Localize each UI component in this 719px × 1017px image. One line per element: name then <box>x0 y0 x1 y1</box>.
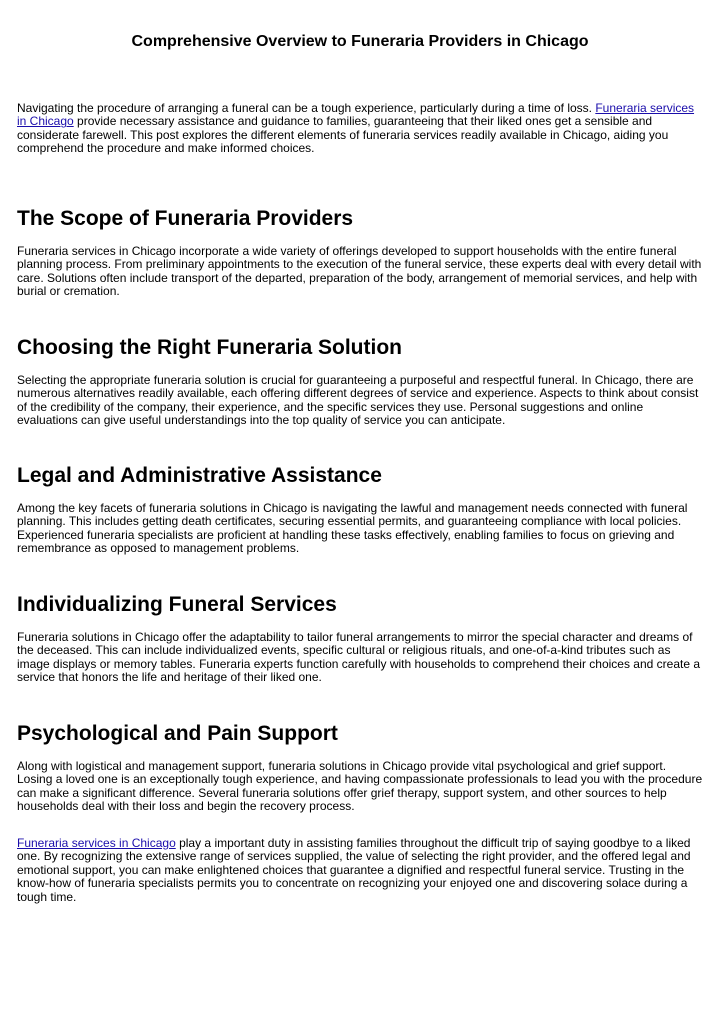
section-body-individualizing: Funeraria solutions in Chicago offer the adaptability to tailor funeral arrangements to mirror the special character and dreams of the deceased. This can include individualized events, specific cultural or religious rituals, and one-of-a-kind tributes such as image displays or memory tables. Funeraria experts function carefully with households to comprehend their choices and create a service that honors the life and heritage of their liked one. <box>17 630 701 685</box>
intro-text-start: Navigating the procedure of arranging a funeral can be a tough experience, particularly during a time of loss. <box>17 101 596 115</box>
section-body-choosing: Selecting the appropriate funeraria solution is crucial for guaranteeing a purposeful and respectful funeral. In Chicago, there are numerous alternatives readily available, each offering different degrees of service and experience. Aspects to think about consist of the credibility of the company, their experience, and the specific services they use. Personal suggestions and online evaluations can give useful understandings into the top quality of service you can anticipate. <box>17 373 699 428</box>
section-heading-individualizing: Individualizing Funeral Services <box>17 593 337 616</box>
section-body-psychological: Along with logistical and management support, funeraria solutions in Chicago provide vital psychological and grief support. Losing a loved one is an exceptionally tough experience, and having compassionate professionals to lead you with the procedure can make a significant difference. Several funeraria solutions offer grief therapy, support system, and other sources to help households deal with their loss and begin the recovery process. <box>17 759 703 814</box>
conclusion-text: play a important duty in assisting families throughout the difficult trip of saying goodbye to a liked one. By recognizing the extensive range of services supplied, the value of selecting the right provider, and the offered legal and emotional support, you can make enlightened choices that guarantee a dignified and respectful funeral service. Trusting in the know-how of funeraria specialists permits you to concentrate on recognizing your enjoyed one and discovering solace during a tough time. <box>17 836 691 904</box>
document-title: Comprehensive Overview to Funeraria Providers in Chicago <box>131 33 589 50</box>
section-heading-psychological: Psychological and Pain Support <box>17 722 338 745</box>
section-body-scope: Funeraria services in Chicago incorporate a wide variety of offerings developed to support households with the entire funeral planning process. From preliminary appointments to the execution of the funeral service, these experts deal with every detail with care. Solutions often include transport of the departed, preparation of the body, arrangement of memorial services, and help with burial or cremation. <box>17 244 702 299</box>
intro-paragraph <box>17 102 703 156</box>
conclusion-link-funeraria-services[interactable]: Funeraria services in Chicago <box>17 836 176 850</box>
conclusion-paragraph <box>17 837 703 904</box>
section-heading-choosing: Choosing the Right Funeraria Solution <box>17 336 402 359</box>
section-heading-scope: The Scope of Funeraria Providers <box>17 207 354 230</box>
section-heading-legal: Legal and Administrative Assistance <box>17 464 382 487</box>
intro-text-end: provide necessary assistance and guidance to families, guaranteeing that their liked ones get a sensible and considerate farewell. This post explores the different elements of funeraria services readily available in Chicago, aiding you comprehend the procedure and make informed choices. <box>17 114 669 156</box>
section-body-legal: Among the key facets of funeraria solutions in Chicago is navigating the lawful and management needs connected with funeral planning. This includes getting death certificates, securing essential permits, and guaranteeing compliance with local policies. Experienced funeraria specialists are proficient at handling these tasks effectively, enabling families to focus on grieving and remembrance as opposed to management problems. <box>17 501 688 556</box>
intro-link-funeraria-services[interactable]: Funeraria services in Chicago <box>17 101 695 129</box>
